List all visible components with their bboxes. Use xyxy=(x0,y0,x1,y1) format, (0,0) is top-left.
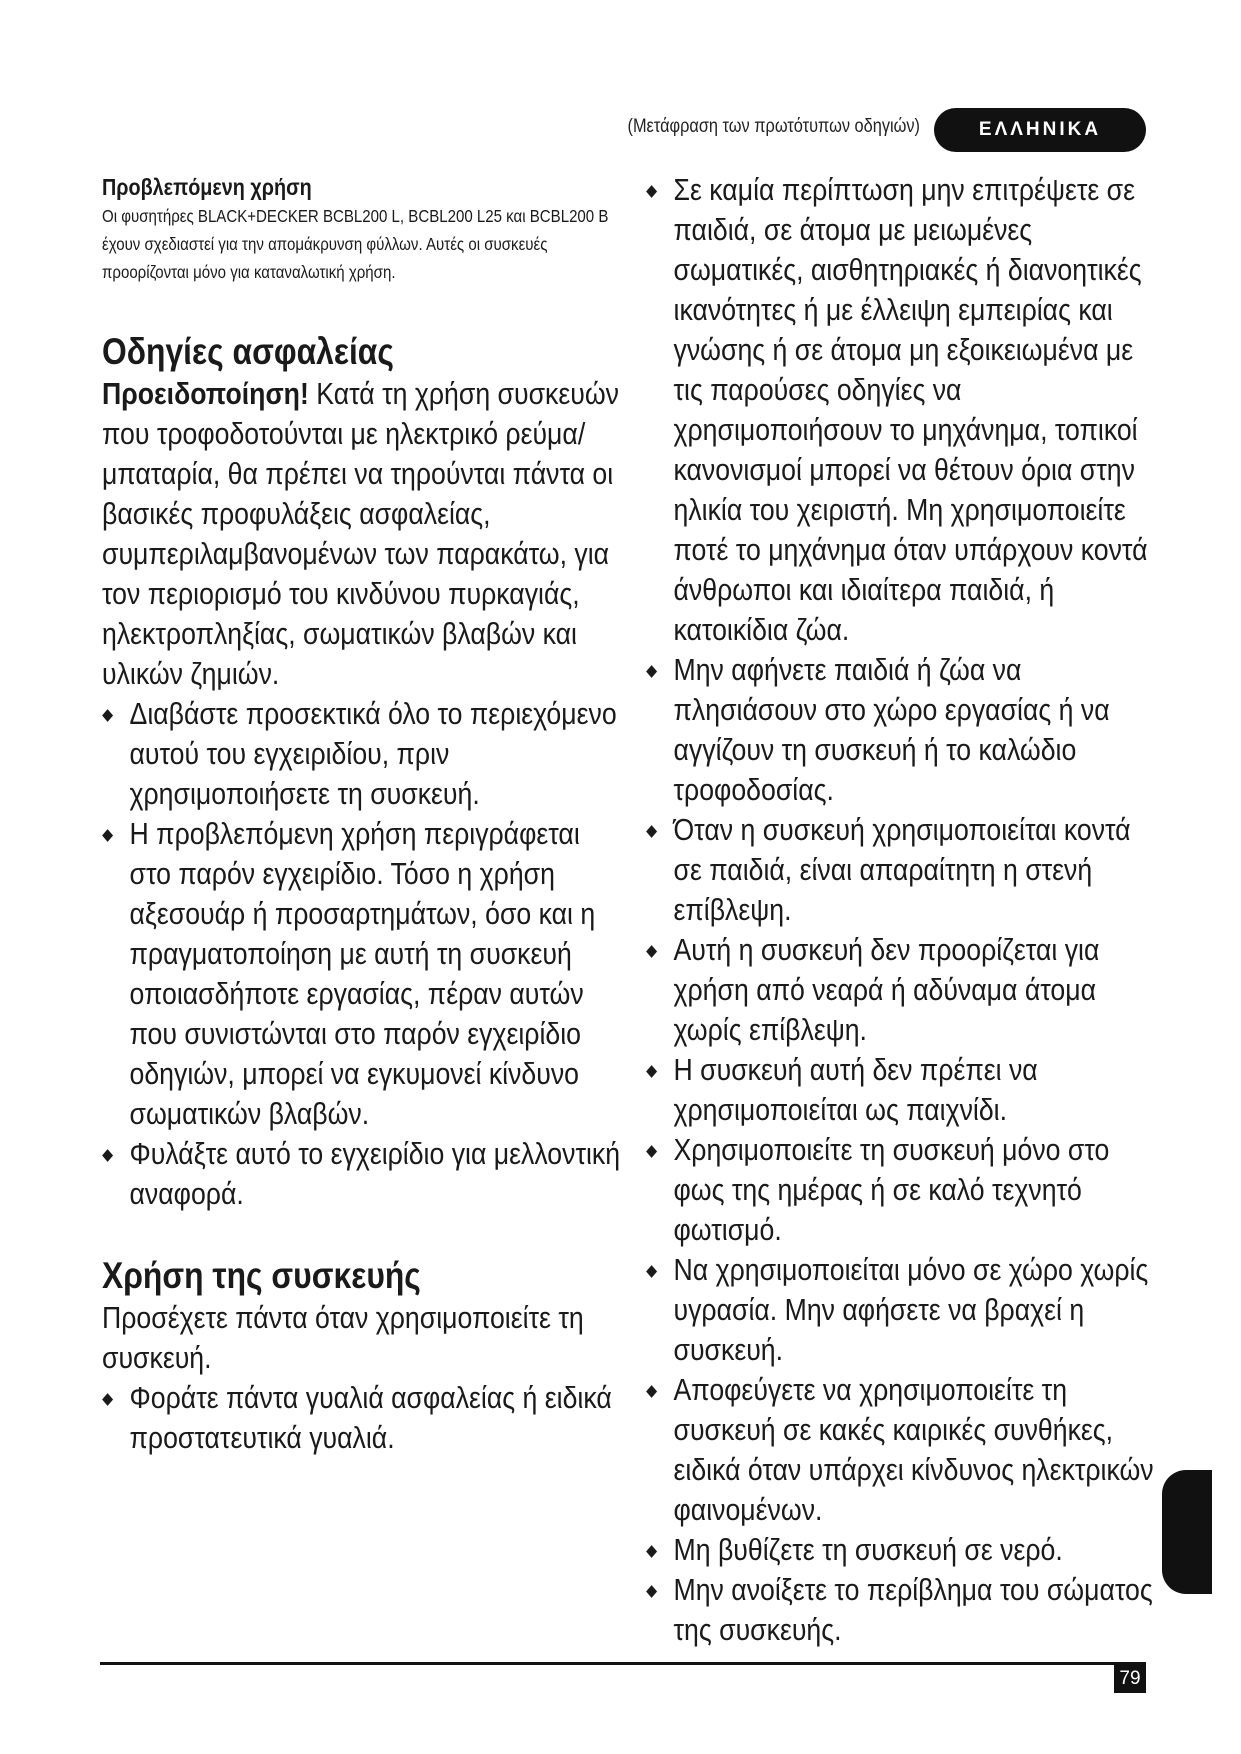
list-item xyxy=(102,694,622,814)
list-item xyxy=(646,1250,1156,1370)
right-column xyxy=(646,170,1156,1650)
language-badge: ΕΛΛΗΝΙΚΑ xyxy=(934,108,1146,152)
list-item-text: Διαβάστε προσεκτικά όλο το περιεχόμενο αυτού του εγχειριδίου, πριν χρησιμοποιήσετε τη συσκευή. xyxy=(129,696,617,811)
list-item-text: Να χρησιμοποιείται μόνο σε χώρο χωρίς υγρασία. Μην αφήσετε να βραχεί η συσκευή. xyxy=(673,1252,1149,1367)
diamond-bullet-icon xyxy=(646,1585,657,1598)
list-item xyxy=(646,1370,1156,1530)
safety-heading: Οδηγίες ασφαλείας xyxy=(102,331,394,372)
list-item-text: Αυτή η συσκευή δεν προορίζεται για χρήση από νεαρά ή αδύναμα άτομα χωρίς επίβλεψη. xyxy=(673,932,1100,1047)
diamond-bullet-icon xyxy=(646,1065,657,1078)
diamond-bullet-icon xyxy=(646,1145,657,1158)
diamond-bullet-icon xyxy=(102,829,113,842)
warning-label: Προειδοποίηση! xyxy=(102,376,309,411)
list-item xyxy=(646,930,1156,1050)
list-item xyxy=(102,1134,622,1214)
list-item-text: Μην αφήνετε παιδιά ή ζώα να πλησιάσουν στο χώρο εργασίας ή να αγγίζουν τη συσκευή ή το καλώδιο τροφοδοσίας. xyxy=(673,652,1110,807)
list-item-text: Φυλάξτε αυτό το εγχειρίδιο για μελλοντική αναφορά. xyxy=(129,1136,621,1211)
page-number: 79 xyxy=(1114,1665,1146,1693)
list-item xyxy=(646,1530,1156,1570)
right-bullet-list xyxy=(646,170,1156,1650)
usage-heading: Χρήση της συσκευής xyxy=(102,1255,421,1296)
intended-use-text: Οι φυσητήρες BLACK+DECKER BCBL200 L, BCBL200 L25 και BCBL200 B έχουν σχεδιαστεί για την απομάκρυνση φύλλων. Αυτές οι συσκευές προορίζονται μόνο για καταναλωτική χρήση. xyxy=(102,206,609,282)
left-column xyxy=(102,172,622,1458)
list-item-text: Όταν η συσκευή χρησιμοποιείται κοντά σε παιδιά, είναι απαραίτητη η στενή επίβλεψη. xyxy=(673,812,1131,927)
diamond-bullet-icon xyxy=(102,1149,113,1162)
diamond-bullet-icon xyxy=(102,1393,113,1406)
list-item-text: Αποφεύγετε να χρησιμοποιείτε τη συσκευή σε κακές καιρικές συνθήκες, ειδικά όταν υπάρχει κίνδυνος ηλεκτρικών φαινομένων. xyxy=(673,1372,1154,1527)
list-item-text: Μη βυθίζετε τη συσκευή σε νερό. xyxy=(673,1532,1063,1567)
safety-warning xyxy=(102,374,622,694)
translation-note: (Μετάφραση των πρωτότυπων οδηγιών) xyxy=(627,116,920,137)
diamond-bullet-icon xyxy=(646,1265,657,1278)
list-item xyxy=(646,1050,1156,1130)
list-item xyxy=(646,170,1156,650)
list-item xyxy=(646,1570,1156,1650)
list-item xyxy=(102,814,622,1134)
usage-bullet-list xyxy=(102,1378,622,1458)
warning-text: Κατά τη χρήση συσκευών που τροφοδοτούνται με ηλεκτρικό ρεύμα/μπαταρία, θα πρέπει να τηρούνται πάντα οι βασικές προφυλάξεις ασφαλείας, συμπεριλαμβανομένων των παρακάτω, για τον περιορισμό του κινδύνου πυρκαγιάς, ηλεκτροπληξίας, σωματικών βλαβών και υλικών ζημιών. xyxy=(102,376,619,691)
list-item xyxy=(646,650,1156,810)
list-item xyxy=(646,810,1156,930)
intended-use-heading: Προβλεπόμενη χρήση xyxy=(102,174,312,200)
usage-intro: Προσέχετε πάντα όταν χρησιμοποιείτε τη συσκευή. xyxy=(102,1300,584,1375)
list-item-text: Χρησιμοποιείτε τη συσκευή μόνο στο φως της ημέρας ή σε καλό τεχνητό φωτισμό. xyxy=(673,1132,1110,1247)
footer-divider xyxy=(100,1662,1146,1665)
list-item xyxy=(646,1130,1156,1250)
diamond-bullet-icon xyxy=(646,825,657,838)
diamond-bullet-icon xyxy=(646,1545,657,1558)
diamond-bullet-icon xyxy=(646,945,657,958)
diamond-bullet-icon xyxy=(646,665,657,678)
list-item xyxy=(102,1378,622,1458)
list-item-text: Η προβλεπόμενη χρήση περιγράφεται στο παρόν εγχειρίδιο. Τόσο η χρήση αξεσουάρ ή προσαρτημάτων, όσο και η πραγματοποίηση με αυτή τη συσκευή οποιασδήποτε εργασίας, πέραν αυτών που συνιστώνται στο παρόν εγχειρίδιο οδηγιών, μπορεί να εγκυμονεί κίνδυνο σωματικών βλαβών. xyxy=(129,816,596,1131)
list-item-text: Μην ανοίξετε το περίβλημα του σώματος της συσκευής. xyxy=(673,1572,1153,1647)
diamond-bullet-icon xyxy=(646,1385,657,1398)
side-thumb-tab xyxy=(1162,1470,1212,1594)
safety-bullet-list xyxy=(102,694,622,1214)
list-item-text: Φοράτε πάντα γυαλιά ασφαλείας ή ειδικά προστατευτικά γυαλιά. xyxy=(129,1380,612,1455)
diamond-bullet-icon xyxy=(102,709,113,722)
list-item-text: Η συσκευή αυτή δεν πρέπει να χρησιμοποιείται ως παιχνίδι. xyxy=(673,1052,1038,1127)
list-item-text: Σε καμία περίπτωση μην επιτρέψετε σε παιδιά, σε άτομα με μειωμένες σωματικές, αισθητηριακές ή διανοητικές ικανότητες ή με έλλειψη εμπειρίας και γνώσης ή σε άτομα μη εξοικειωμένα με τις παρούσες οδηγίες να χρησιμοποιήσουν το μηχάνημα, τοπικοί κανονισμοί μπορεί να θέτουν όρια στην ηλικία του χειριστή. Μη χρησιμοποιείτε ποτέ το μηχάνημα όταν υπάρχουν κοντά άνθρωποι και ιδιαίτερα παιδιά, ή κατοικίδια ζώα. xyxy=(673,172,1148,647)
diamond-bullet-icon xyxy=(646,185,657,198)
